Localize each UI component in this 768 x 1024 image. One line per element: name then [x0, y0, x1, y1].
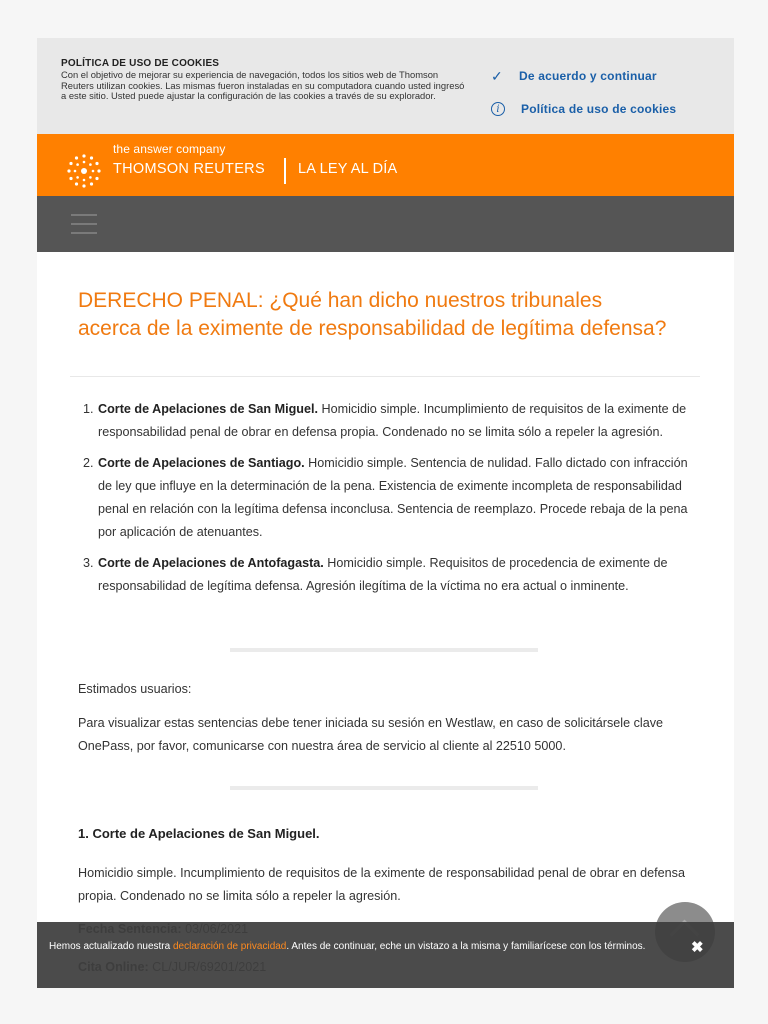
- privacy-policy-link[interactable]: declaración de privacidad: [172, 941, 287, 952]
- cookie-actions: [489, 68, 676, 134]
- menu-icon[interactable]: [71, 214, 97, 234]
- close-icon[interactable]: ✖: [691, 939, 704, 956]
- list-number: 1.: [83, 402, 94, 416]
- notice-text: Para visualizar estas sentencias debe tener iniciada su sesión en Westlaw, en caso de solicitársele clave OnePass, por favor, comunicarse con nuestra área de servicio al cliente al 22510 5000.: [78, 716, 663, 753]
- list-number: 3.: [83, 556, 94, 570]
- cookie-text: Con el objetivo de mejorar su experiencia de navegación, todos los sitios web de Thomson Reuters utilizan cookies. Las mismas fueron instaladas en su computadora cuando usted ingresó a este sitio. Usted puede ajustar la configuración de las cookies a través de su explorador.: [61, 69, 465, 102]
- privacy-text-after: . Antes de continuar, eche un vistazo a la misma y familiarícese con los términos.: [286, 941, 646, 952]
- section-heading: 1. Corte de Apelaciones de San Miguel.: [78, 826, 320, 841]
- privacy-notice-text: [49, 941, 669, 953]
- section-text: Homicidio simple. Incumplimiento de requisitos de la eximente de responsabilidad penal de obrar en defensa propia. Condenado no se limita sólo a repeler la agresión.: [78, 866, 685, 903]
- privacy-text-before: Hemos actualizado nuestra: [49, 941, 173, 952]
- ruling-summary: Homicidio simple. Incumplimiento de requisitos de la eximente de responsabilidad penal de obrar en defensa propia. Condenado no se limita sólo a repeler la agresión.: [98, 402, 687, 439]
- section-name[interactable]: LA LEY AL DÍA: [298, 161, 398, 177]
- privacy-notice-bar: [37, 922, 734, 988]
- court-name: Corte de Apelaciones de San Miguel.: [98, 402, 318, 416]
- list-item: [83, 452, 698, 544]
- section-divider: [230, 786, 538, 790]
- cookie-title: POLÍTICA DE USO DE COOKIES: [61, 58, 220, 69]
- court-name: Corte de Apelaciones de Antofagasta.: [98, 556, 324, 570]
- brand-name[interactable]: THOMSON REUTERS: [113, 161, 265, 177]
- brand-divider: [284, 158, 286, 184]
- ruling-list: [83, 398, 698, 606]
- article-title: DERECHO PENAL: ¿Qué han dicho nuestros tribunales acerca de la eximente de responsabilidad de legítima defensa?: [78, 289, 667, 340]
- brand-header: [37, 134, 734, 196]
- accept-cookies-button[interactable]: [489, 68, 676, 84]
- ruling-summary: Homicidio simple. Sentencia de nulidad. Fallo dictado con infracción de ley que influye en la determinación de la pena. Existencia de eximente incompleta de responsabilidad penal en relación con la legítima defensa inconclusa. Sentencia de reemplazo. Procede rebaja de la pena por aplicación de atenuantes.: [98, 456, 688, 539]
- court-name: Corte de Apelaciones de Santiago.: [98, 456, 305, 470]
- brand-tagline: the answer company: [113, 142, 226, 156]
- accept-cookies-label: De acuerdo y continuar: [519, 69, 657, 83]
- cookie-policy-link[interactable]: [489, 101, 676, 117]
- list-item: [83, 552, 698, 598]
- section-divider: [230, 648, 538, 652]
- checkmark-icon: ✓: [491, 67, 503, 84]
- thomson-reuters-logo-icon[interactable]: [65, 152, 103, 190]
- list-item: [83, 398, 698, 444]
- cookie-policy-label: Política de uso de cookies: [521, 102, 677, 116]
- cookie-banner: [37, 38, 734, 134]
- list-number: 2.: [83, 456, 94, 470]
- title-divider: [70, 376, 700, 377]
- page: [37, 38, 734, 988]
- greeting-text: Estimados usuarios:: [78, 682, 192, 696]
- ruling-summary: Homicidio simple. Requisitos de procedencia de eximente de responsabilidad de legítima defensa. Agresión ilegítima de la víctima no era actual o inminente.: [98, 556, 668, 593]
- nav-bar: [37, 196, 734, 252]
- info-icon: i: [491, 102, 505, 116]
